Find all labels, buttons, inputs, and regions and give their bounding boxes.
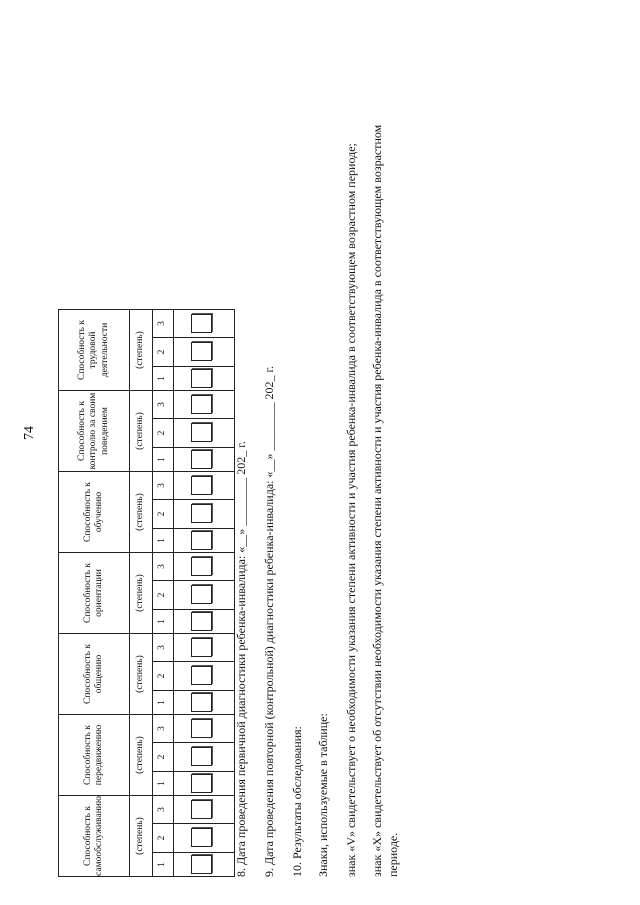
degree-checkbox[interactable]: [191, 531, 212, 550]
degree-number: 2: [153, 500, 174, 529]
degree-number: 2: [153, 581, 174, 610]
degree-number: 1: [153, 529, 174, 553]
degree-checkbox[interactable]: [191, 693, 212, 712]
sign-x-explanation: знак «X» свидетельствует об отсутствии необходимости указания степени активности и участия ребенка-инвалида в соответствующем возрастном: [370, 124, 384, 877]
degree-number: 3: [153, 391, 174, 419]
column-header-orientation: Способность к ориентации: [59, 553, 130, 634]
column-header-movement: Способность к передвижению: [59, 715, 130, 796]
column-header-self-care: Способность к самообслуживанию: [59, 796, 130, 877]
degree-checkbox[interactable]: [191, 667, 212, 686]
degree-number: 3: [153, 796, 174, 824]
column-header-learning: Способность к обучению: [59, 472, 130, 553]
degree-checkbox[interactable]: [191, 586, 212, 605]
degree-checkbox[interactable]: [191, 612, 212, 631]
table-signs-heading: Знаки, используемые в таблице:: [316, 713, 330, 877]
degree-checkbox[interactable]: [191, 774, 212, 793]
degree-label: (степень): [130, 634, 153, 715]
examination-results-heading: 10. Результаты обследования:: [290, 726, 304, 877]
degree-number: 1: [153, 853, 174, 877]
degree-checkbox[interactable]: [191, 638, 212, 657]
degree-number: 2: [153, 338, 174, 367]
column-header-communication: Способность к общению: [59, 634, 130, 715]
degree-checkbox[interactable]: [191, 395, 212, 414]
degree-checkbox[interactable]: [191, 369, 212, 388]
degree-number: 2: [153, 662, 174, 691]
degree-checkbox[interactable]: [191, 800, 212, 819]
degree-number: 2: [153, 743, 174, 772]
degree-label: (степень): [130, 715, 153, 796]
degree-number: 3: [153, 310, 174, 338]
sign-x-explanation-continued: периоде.: [386, 832, 400, 877]
capability-table: [58, 309, 235, 877]
sign-v-explanation: знак «V» свидетельствует о необходимости указания степени активности и участия ребенка-инвалида в соответствующем возрастном периоде;: [344, 143, 358, 877]
page-number: 74: [22, 426, 37, 440]
degree-label: (степень): [130, 553, 153, 634]
degree-number: 1: [153, 367, 174, 391]
degree-checkbox[interactable]: [191, 476, 212, 495]
degree-checkbox[interactable]: [191, 829, 212, 848]
degree-number: 1: [153, 691, 174, 715]
degree-label: (степень): [130, 472, 153, 553]
degree-checkbox[interactable]: [191, 424, 212, 443]
degree-checkbox[interactable]: [191, 314, 212, 333]
degree-checkbox[interactable]: [191, 855, 212, 874]
degree-label: (степень): [130, 310, 153, 391]
degree-checkbox[interactable]: [191, 343, 212, 362]
column-header-work: Способность к трудовой деятельности: [59, 310, 130, 391]
degree-label: (степень): [130, 391, 153, 472]
degree-number: 3: [153, 472, 174, 500]
degree-number: 2: [153, 419, 174, 448]
degree-checkbox[interactable]: [191, 748, 212, 767]
degree-number: 1: [153, 610, 174, 634]
degree-number: 3: [153, 715, 174, 743]
degree-checkbox[interactable]: [191, 450, 212, 469]
degree-label: (степень): [130, 796, 153, 877]
degree-checkbox[interactable]: [191, 719, 212, 738]
degree-number: 1: [153, 448, 174, 472]
degree-checkbox[interactable]: [191, 505, 212, 524]
degree-number: 1: [153, 772, 174, 796]
degree-number: 2: [153, 824, 174, 853]
degree-number: 3: [153, 553, 174, 581]
repeat-diagnostics-date-line: 9. Дата проведения повторной (контрольной) диагностики ребенка-инвалида: «__» ________ 202_ г.: [262, 365, 276, 877]
column-header-behavior-control: Способность к контролю за своим поведением: [59, 391, 130, 472]
degree-number: 3: [153, 634, 174, 662]
degree-checkbox[interactable]: [191, 557, 212, 576]
primary-diagnostics-date-line: 8. Дата проведения первичной диагностики ребенка-инвалида: «__» ________ 202_ г.: [234, 441, 248, 877]
